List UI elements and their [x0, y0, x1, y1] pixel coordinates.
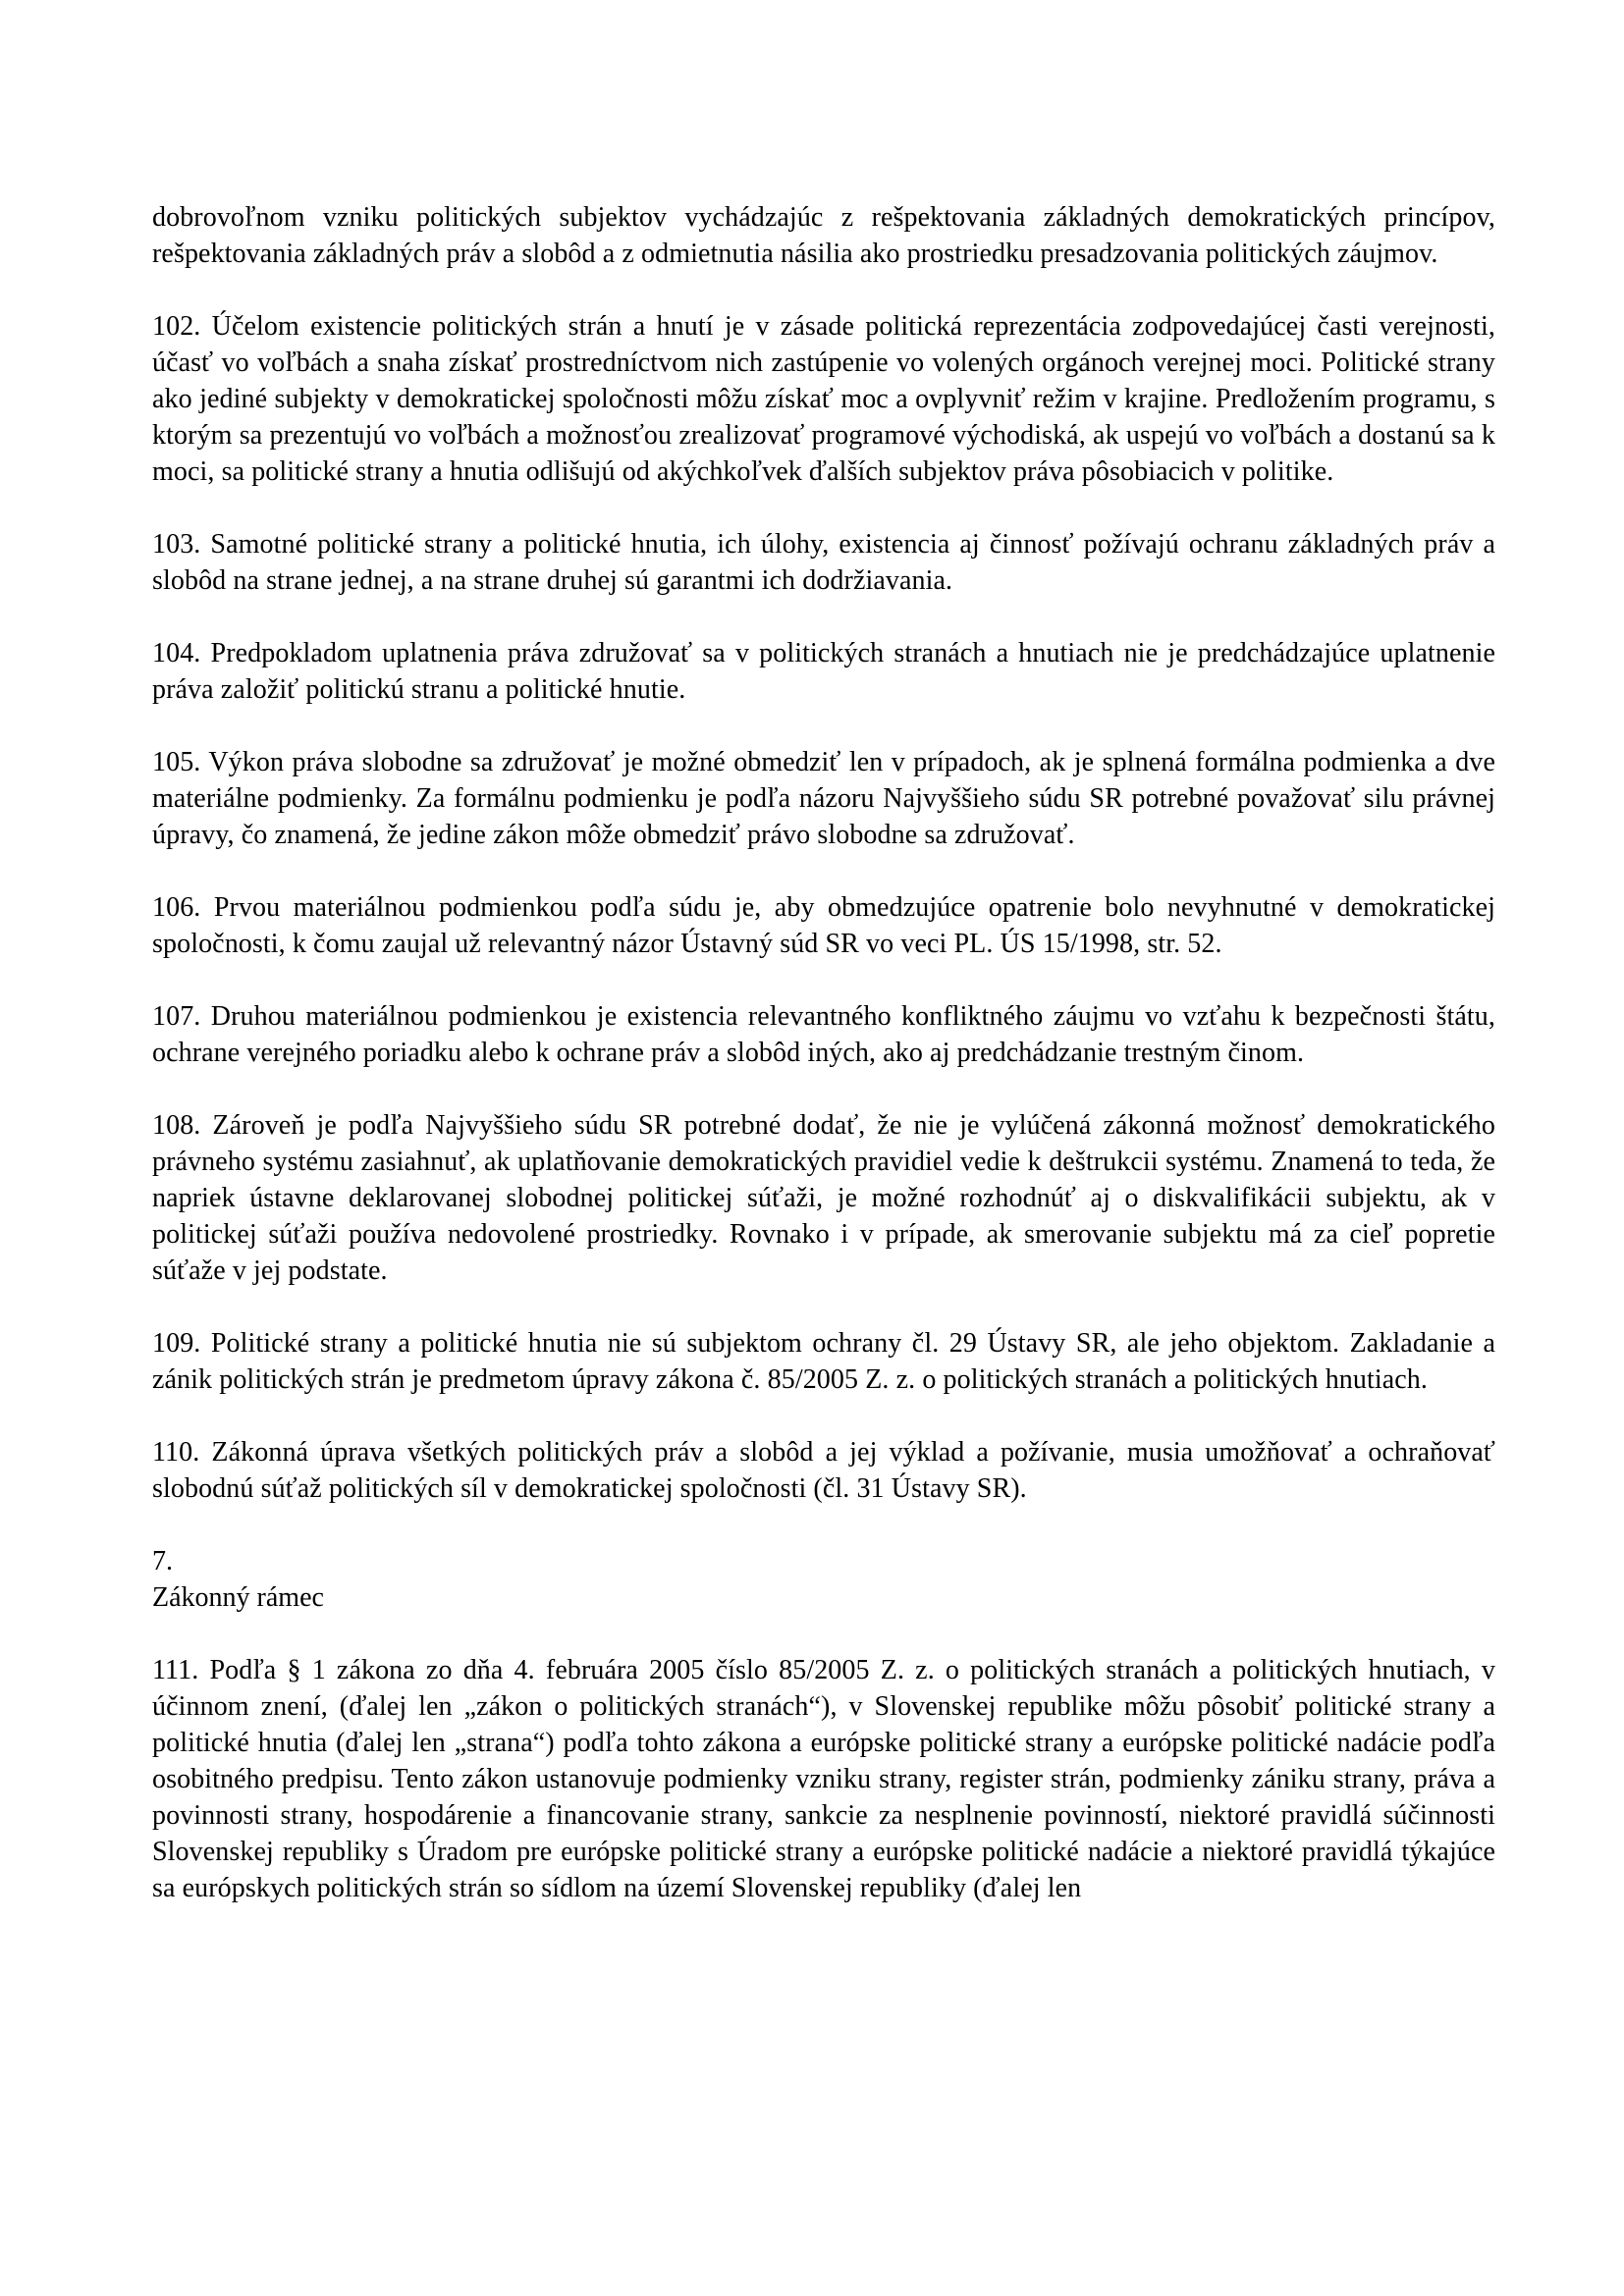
paragraph-111: 111. Podľa § 1 zákona zo dňa 4. februára 2005 číslo 85/2005 Z. z. o politických stranách a politických hnutiach, v účinnom znení, (ďalej len „zákon o politických stranách“), v Slovenskej republike môžu pôsobiť politické strany a politické hnutia (ďalej len „strana“) podľa tohto zákona a európske politické strany a európske politické nadácie podľa osobitného predpisu. Tento zákon ustanovuje podmienky vzniku strany, register strán, podmienky zániku strany, práva a povinnosti strany, hospodárenie a financovanie strany, sankcie za nesplnenie povinností, niektoré pravidlá súčinnosti Slovenskej republiky s Úradom pre európske politické strany a európske politické nadácie a niektoré pravidlá týkajúce sa európskych politických strán so sídlom na území Slovenskej republiky (ďalej len [152, 1655, 1495, 1903]
section-title: Zákonný rámec [152, 1582, 324, 1613]
paragraph-continuation: dobrovoľnom vzniku politických subjektov vychádzajúc z rešpektovania základných demokratických princípov, rešpektovania základných práv a slobôd a z odmietnutia násilia ako prostriedku presadzovania politických záujmov. [152, 202, 1495, 269]
paragraph-102: 102. Účelom existencie politických strán a hnutí je v zásade politická reprezentácia zodpovedajúcej časti verejnosti, účasť vo voľbách a snaha získať prostredníctvom nich zastúpenie vo volených orgánoch verejnej moci. Politické strany ako jediné subjekty v demokratickej spoločnosti môžu získať moc a ovplyvniť režim v krajine. Predložením programu, s ktorým sa prezentujú vo voľbách a možnosťou zrealizovať programové východiská, ak uspejú vo voľbách a dostanú sa k moci, sa politické strany a hnutia odlišujú od akýchkoľvek ďalších subjektov práva pôsobiacich v politike. [152, 311, 1495, 487]
section-heading [152, 1543, 1495, 1616]
document-page [152, 199, 1495, 1906]
paragraph-104: 104. Predpokladom uplatnenia práva združovať sa v politických stranách a hnutiach nie je predchádzajúce uplatnenie práva založiť politickú stranu a politické hnutie. [152, 638, 1495, 705]
paragraph-110: 110. Zákonná úprava všetkých politických práv a slobôd a jej výklad a požívanie, musia umožňovať a ochraňovať slobodnú súťaž politických síl v demokratickej spoločnosti (čl. 31 Ústavy SR). [152, 1437, 1495, 1504]
paragraph-108: 108. Zároveň je podľa Najvyššieho súdu SR potrebné dodať, že nie je vylúčená zákonná možnosť demokratického právneho systému zasiahnuť, ak uplatňovanie demokratických pravidiel vedie k deštrukcii systému. Znamená to teda, že napriek ústavne deklarovanej slobodnej politickej súťaži, je možné rozhodnúť aj o diskvalifikácii subjektu, ak v politickej súťaži používa nedovolené prostriedky. Rovnako i v prípade, ak smerovanie subjektu má za cieľ popretie súťaže v jej podstate. [152, 1110, 1495, 1286]
section-number: 7. [152, 1546, 173, 1576]
paragraph-107: 107. Druhou materiálnou podmienkou je existencia relevantného konfliktného záujmu vo vzťahu k bezpečnosti štátu, ochrane verejného poriadku alebo k ochrane práv a slobôd iných, ako aj predchádzanie trestným činom. [152, 1001, 1495, 1068]
paragraph-106: 106. Prvou materiálnou podmienkou podľa súdu je, aby obmedzujúce opatrenie bolo nevyhnutné v demokratickej spoločnosti, k čomu zaujal už relevantný názor Ústavný súd SR vo veci PL. ÚS 15/1998, str. 52. [152, 892, 1495, 959]
paragraph-105: 105. Výkon práva slobodne sa združovať je možné obmedziť len v prípadoch, ak je splnená formálna podmienka a dve materiálne podmienky. Za formálnu podmienku je podľa názoru Najvyššieho súdu SR potrebné považovať silu právnej úpravy, čo znamená, že jedine zákon môže obmedziť právo slobodne sa združovať. [152, 747, 1495, 850]
paragraph-109: 109. Politické strany a politické hnutia nie sú subjektom ochrany čl. 29 Ústavy SR, ale jeho objektom. Zakladanie a zánik politických strán je predmetom úpravy zákona č. 85/2005 Z. z. o politických stranách a politických hnutiach. [152, 1328, 1495, 1395]
paragraph-103: 103. Samotné politické strany a politické hnutia, ich úlohy, existencia aj činnosť požívajú ochranu základných práv a slobôd na strane jednej, a na strane druhej sú garantmi ich dodržiavania. [152, 529, 1495, 596]
